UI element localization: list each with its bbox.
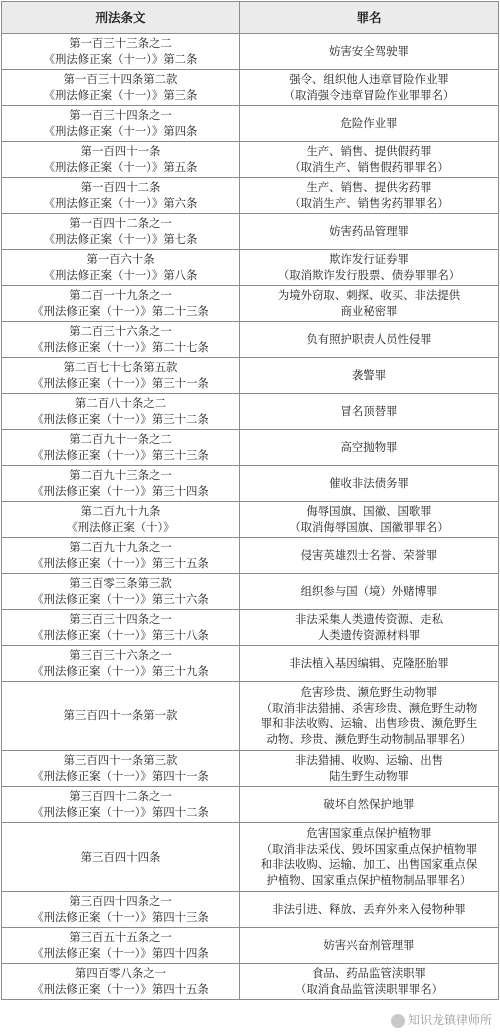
table-row xyxy=(2,574,499,610)
crime-cell xyxy=(240,142,499,178)
article-cell xyxy=(2,106,240,142)
table-row xyxy=(2,502,499,538)
crime-cell-line: 袭警罪 xyxy=(351,367,387,382)
crime-cell xyxy=(240,823,499,892)
crime-cell-line: （取消非法猎捕、杀害珍贵、濒危野生动物 xyxy=(260,700,478,715)
article-cell xyxy=(2,928,240,964)
table-row xyxy=(2,610,499,646)
crime-cell-line: 食品、药品监管渎职罪 xyxy=(312,966,426,981)
crime-cell-line: 危害国家重点保护植物罪 xyxy=(306,826,432,841)
crime-cell-line: （取消食品监管渎职罪罪名） xyxy=(294,981,444,996)
article-cell-line: 第三百五十五条之一 xyxy=(69,930,172,945)
table-row xyxy=(2,787,499,823)
table-row xyxy=(2,322,499,358)
article-cell-line: 《刑法修正案（十一）》第四十五条 xyxy=(32,981,209,996)
article-cell-line: 《刑法修正案（十一）》第二十七条 xyxy=(32,339,209,354)
table-row xyxy=(2,394,499,430)
article-cell xyxy=(2,214,240,250)
crime-cell-line: 组织参与国（境）外赌博罪 xyxy=(300,583,438,598)
table-row xyxy=(2,892,499,928)
crime-cell-line: 侮辱国旗、国徽、国歌罪 xyxy=(306,504,432,518)
table-row xyxy=(2,538,499,574)
article-cell-line: 《刑法修正案（十一）》第五条 xyxy=(43,159,198,174)
table-row xyxy=(2,178,499,214)
article-cell-line: 第一百四十二条之一 xyxy=(69,216,172,230)
article-cell-line: 《刑法修正案（十一）》第三十三条 xyxy=(32,447,209,462)
crime-cell xyxy=(240,964,499,1000)
article-cell-line: 第二百七十七条第五款 xyxy=(63,360,178,374)
crime-cell xyxy=(240,358,499,394)
article-cell xyxy=(2,250,240,286)
crime-cell-line: 欺诈发行证券罪 xyxy=(329,252,409,266)
article-cell-line: 第一百三十四条第二款 xyxy=(63,72,178,86)
table-row xyxy=(2,286,499,322)
crime-cell-line: （取消非法采伐、毁坏国家重点保护植物罪 xyxy=(260,841,478,856)
crime-cell-line: 负有照护职责人员性侵罪 xyxy=(306,331,432,346)
crime-cell xyxy=(240,610,499,646)
article-cell-line: 第二百九十三条之一 xyxy=(69,468,172,482)
article-cell-line: 《刑法修正案（十一）》第三十五条 xyxy=(32,555,209,570)
article-cell-line: 第一百四十一条 xyxy=(80,144,161,158)
article-cell-line: 《刑法修正案（十一）》第三十一条 xyxy=(32,375,209,390)
crime-cell-line: 破坏自然保护地罪 xyxy=(323,796,415,811)
article-cell-line: 《刑法修正案（十一）》第四十三条 xyxy=(32,909,209,924)
article-cell xyxy=(2,892,240,928)
table-row xyxy=(2,430,499,466)
article-cell-line: 第二百三十六条之一 xyxy=(69,324,172,338)
article-cell-line: 第二百九十一条之二 xyxy=(69,432,172,446)
crime-cell-line: （取消侮辱国旗、国徽罪罪名） xyxy=(289,519,449,534)
crime-cell-line: （取消强令违章冒险作业罪罪名） xyxy=(283,87,455,102)
article-cell xyxy=(2,430,240,466)
crime-cell xyxy=(240,178,499,214)
article-cell-line: 第二百八十条之二 xyxy=(74,396,167,410)
article-cell xyxy=(2,610,240,646)
article-cell-line: 第一百四十二条 xyxy=(80,180,161,194)
article-cell-line: 《刑法修正案（十一）》第六条 xyxy=(43,195,198,210)
crime-cell-line: 非法猎捕、收购、运输、出售 xyxy=(294,753,444,768)
crime-cell-line: 危害珍贵、濒危野生动物罪 xyxy=(300,685,438,700)
article-cell-line: 第一百三十四条之一 xyxy=(69,108,172,122)
article-cell xyxy=(2,34,240,70)
article-cell-line: 《刑法修正案（十一）》第三十二条 xyxy=(32,411,209,426)
crime-cell xyxy=(240,928,499,964)
crime-cell xyxy=(240,286,499,322)
crime-cell xyxy=(240,892,499,928)
crime-cell xyxy=(240,538,499,574)
article-cell xyxy=(2,751,240,787)
article-cell xyxy=(2,646,240,682)
crime-cell-line: 催收非法债务罪 xyxy=(329,475,409,490)
table-row xyxy=(2,751,499,787)
article-cell-line: 《刑法修正案（十一）》第四条 xyxy=(43,123,198,138)
crime-cell xyxy=(240,751,499,787)
article-cell-line: 第三百四十二条之一 xyxy=(69,789,172,804)
article-cell-line: 第三百四十四条之一 xyxy=(69,894,172,909)
crime-cell-line: 强令、组织他人违章冒险作业罪 xyxy=(289,72,449,86)
article-cell-line: 第一百三十三条之二 xyxy=(69,36,172,50)
crime-cell-line: 商业秘密罪 xyxy=(340,303,398,318)
crime-cell xyxy=(240,34,499,70)
table-row xyxy=(2,34,499,70)
crime-cell xyxy=(240,466,499,502)
article-cell-line: 《刑法修正案（十一）》第三十九条 xyxy=(32,663,209,678)
table-row xyxy=(2,646,499,682)
article-cell-line: 第四百零八条之一 xyxy=(74,966,167,981)
article-cell xyxy=(2,394,240,430)
watermark-logo-icon xyxy=(391,1014,405,1028)
crime-cell-line: （取消欺诈发行股票、债券罪罪名） xyxy=(277,267,461,282)
table-row xyxy=(2,466,499,502)
crime-cell-line: 人类遗传资源材料罪 xyxy=(317,627,421,642)
article-cell xyxy=(2,142,240,178)
article-cell-line: 《刑法修正案（十一）》第三十六条 xyxy=(32,591,209,606)
article-cell xyxy=(2,574,240,610)
crime-cell xyxy=(240,502,499,538)
article-cell-line: 《刑法修正案（十一）》第四十二条 xyxy=(32,804,209,819)
table-row xyxy=(2,928,499,964)
crime-cell-line: 冒名顶替罪 xyxy=(340,403,398,418)
table-row xyxy=(2,142,499,178)
article-cell xyxy=(2,70,240,106)
article-cell-line: 《刑法修正案（十一）》第四十四条 xyxy=(32,945,209,960)
article-cell xyxy=(2,787,240,823)
crime-cell-line: 陆生野生动物罪 xyxy=(329,768,409,783)
article-cell xyxy=(2,682,240,751)
article-cell-line: 第二百九十九条之一 xyxy=(69,540,172,554)
table-body xyxy=(2,34,499,1000)
crime-cell-line: 非法植入基因编辑、克隆胚胎罪 xyxy=(289,655,449,670)
crime-cell-line: 妨害安全驾驶罪 xyxy=(329,43,409,58)
article-cell xyxy=(2,466,240,502)
table-row xyxy=(2,106,499,142)
article-cell xyxy=(2,538,240,574)
article-cell xyxy=(2,964,240,1000)
crime-cell xyxy=(240,250,499,286)
crimes-table xyxy=(1,1,499,1000)
crime-cell-line: 为境外窃取、刺探、收买、非法提供 xyxy=(277,288,461,302)
crime-cell xyxy=(240,394,499,430)
crime-cell xyxy=(240,646,499,682)
article-cell-line: 第三百三十四条之一 xyxy=(69,612,172,626)
table-row xyxy=(2,964,499,1000)
crime-cell xyxy=(240,787,499,823)
article-cell-line: 《刑法修正案（十）》 xyxy=(66,519,175,534)
crime-cell-line: （取消生产、销售劣药罪罪名） xyxy=(289,195,449,210)
article-cell xyxy=(2,322,240,358)
article-cell-line: 《刑法修正案（十一）》第四十一条 xyxy=(32,768,209,783)
crime-cell-line: 妨害药品管理罪 xyxy=(329,223,409,238)
article-cell-line: 《刑法修正案（十一）》第八条 xyxy=(43,267,198,282)
article-cell xyxy=(2,178,240,214)
crime-cell-line: 危险作业罪 xyxy=(340,115,398,130)
table-row xyxy=(2,214,499,250)
crime-cell-line: 侵害英雄烈士名誉、荣誉罪 xyxy=(300,547,438,562)
article-cell-line: 《刑法修正案（十一）》第七条 xyxy=(43,231,198,246)
article-cell-line: 第一百六十条 xyxy=(86,252,155,266)
header-crime: 罪名 xyxy=(240,2,499,34)
article-cell-line: 第三百四十一条第一款 xyxy=(63,708,178,723)
crime-cell xyxy=(240,322,499,358)
article-cell-line: 第三百三十六条之一 xyxy=(69,648,172,662)
table-row xyxy=(2,358,499,394)
crime-cell-line: （取消生产、销售假药罪罪名） xyxy=(289,159,449,174)
crime-cell xyxy=(240,574,499,610)
article-cell-line: 《刑法修正案（十一）》第二十三条 xyxy=(32,303,209,318)
table-row xyxy=(2,823,499,892)
table-header-row xyxy=(2,2,499,34)
article-cell-line: 《刑法修正案（十一）》第二条 xyxy=(43,51,198,66)
article-cell-line: 第二百九十九条 xyxy=(80,504,161,518)
article-cell xyxy=(2,286,240,322)
crime-cell-line: 生产、销售、提供假药罪 xyxy=(306,144,432,158)
article-cell-line: 第二百一十九条之一 xyxy=(69,288,172,302)
crime-cell xyxy=(240,70,499,106)
article-cell-line: 第三百四十四条 xyxy=(80,849,161,864)
crime-cell xyxy=(240,682,499,751)
crime-cell xyxy=(240,214,499,250)
article-cell xyxy=(2,358,240,394)
header-article: 刑法条文 xyxy=(2,2,240,34)
article-cell xyxy=(2,823,240,892)
table-row xyxy=(2,250,499,286)
watermark xyxy=(389,1011,494,1028)
article-cell-line: 《刑法修正案（十一）》第三十八条 xyxy=(32,627,209,642)
article-cell-line: 第三百零三条第三款 xyxy=(69,576,172,590)
crime-cell xyxy=(240,430,499,466)
crime-cell-line: 动物、珍贵、濒危野生动物制品罪罪名） xyxy=(266,731,472,746)
crime-cell-line: 生产、销售、提供劣药罪 xyxy=(306,180,432,194)
crime-cell-line: 罪和非法收购、运输、出售珍贵、濒危野生 xyxy=(260,716,478,731)
crime-cell-line: 非法采集人类遗传资源、走私 xyxy=(294,612,444,626)
table-row xyxy=(2,70,499,106)
crime-cell-line: 高空抛物罪 xyxy=(340,439,398,454)
crime-cell-line: 非法引进、释放、丢弃外来入侵物种罪 xyxy=(272,902,466,917)
article-cell-line: 第三百四十一条第三款 xyxy=(63,753,178,768)
crime-cell-line: 妨害兴奋剂管理罪 xyxy=(323,938,415,953)
crime-cell xyxy=(240,106,499,142)
crime-cell-line: 护植物、国家重点保护植物制品罪罪名） xyxy=(266,872,472,887)
table-row xyxy=(2,682,499,751)
article-cell xyxy=(2,502,240,538)
article-cell-line: 《刑法修正案（十一）》第三条 xyxy=(43,87,198,102)
watermark-text: 知识龙镇律师所 xyxy=(407,1013,492,1027)
article-cell-line: 《刑法修正案（十一）》第三十四条 xyxy=(32,483,209,498)
crime-cell-line: 和非法收购、运输、加工、出售国家重点保 xyxy=(260,857,478,872)
